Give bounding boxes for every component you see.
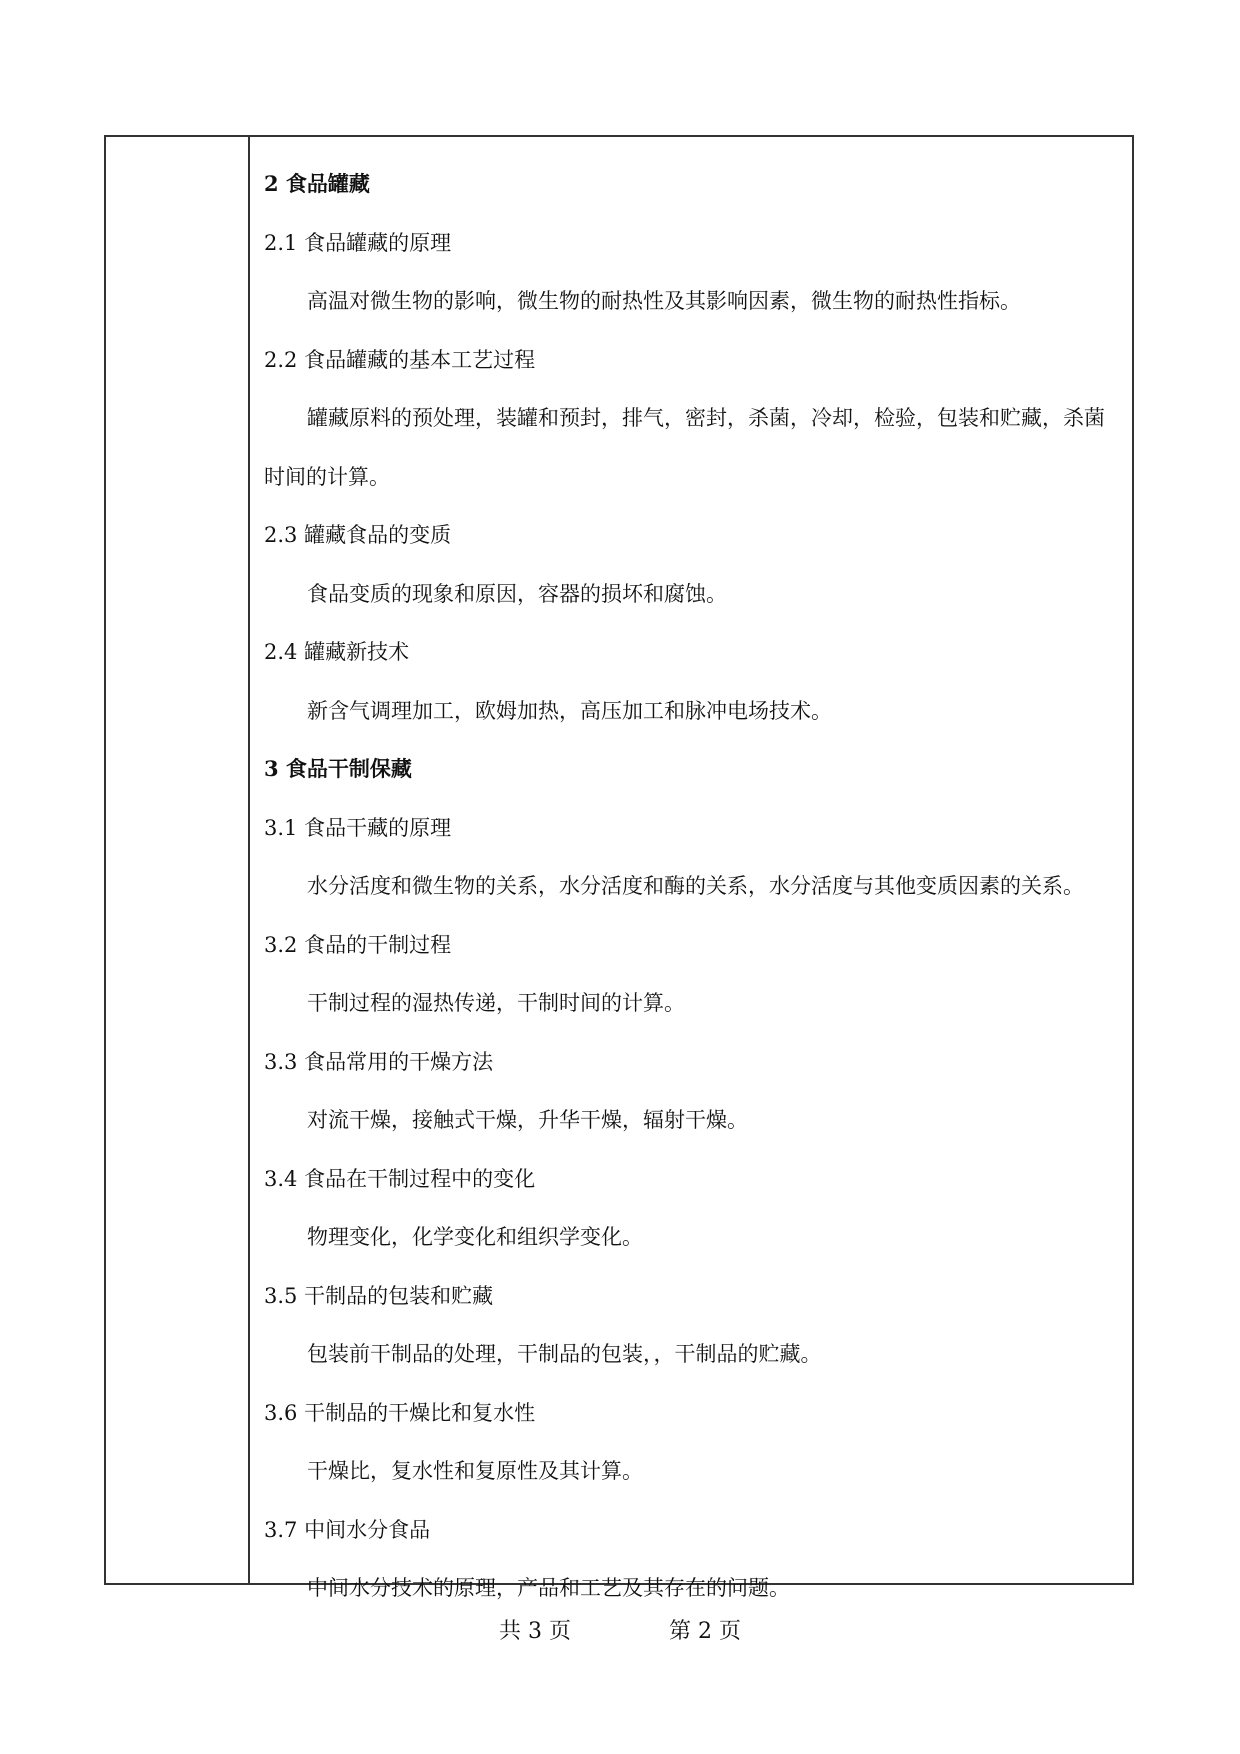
subsection-heading: 2.3 罐藏食品的变质 bbox=[264, 523, 452, 547]
section-heading: 3 食品干制保藏 bbox=[264, 756, 412, 781]
subsection-heading: 3.6 干制品的干燥比和复水性 bbox=[264, 1400, 536, 1425]
subsection-heading: 2.2 食品罐藏的基本工艺过程 bbox=[264, 347, 536, 372]
paragraph: 中间水分技术的原理，产品和工艺及其存在的问题。 bbox=[307, 1576, 790, 1600]
subsection-heading: 2.4 罐藏新技术 bbox=[264, 640, 410, 664]
paragraph: 物理变化，化学变化和组织学变化。 bbox=[307, 1225, 643, 1249]
paragraph: 新含气调理加工，欧姆加热，高压加工和脉冲电场技术。 bbox=[307, 698, 832, 723]
subsection-heading: 3.1 食品干藏的原理 bbox=[264, 815, 452, 840]
paragraph-continuation: 时间的计算。 bbox=[264, 464, 390, 489]
subsection-heading: 3.7 中间水分食品 bbox=[264, 1517, 431, 1542]
page-footer bbox=[0, 1614, 1240, 1645]
subsection-heading: 2.1 食品罐藏的原理 bbox=[264, 230, 452, 255]
paragraph: 罐藏原料的预处理，装罐和预封，排气，密封，杀菌，冷却，检验，包装和贮藏，杀菌 bbox=[307, 406, 1105, 430]
document-table bbox=[104, 135, 1134, 1600]
table-left-column bbox=[106, 137, 250, 1583]
total-pages: 共 3 页 bbox=[499, 1619, 571, 1644]
paragraph: 高温对微生物的影响，微生物的耐热性及其影响因素，微生物的耐热性指标。 bbox=[307, 289, 1021, 313]
table-content-cell bbox=[264, 155, 1124, 1618]
paragraph: 干制过程的湿热传递，干制时间的计算。 bbox=[307, 991, 685, 1015]
paragraph: 干燥比，复水性和复原性及其计算。 bbox=[307, 1459, 643, 1483]
current-page: 第 2 页 bbox=[669, 1619, 741, 1644]
subsection-heading: 3.4 食品在干制过程中的变化 bbox=[264, 1166, 536, 1191]
subsection-heading: 3.5 干制品的包装和贮藏 bbox=[264, 1283, 494, 1308]
subsection-heading: 3.3 食品常用的干燥方法 bbox=[264, 1049, 494, 1074]
paragraph: 对流干燥，接触式干燥，升华干燥，辐射干燥。 bbox=[307, 1108, 748, 1132]
section-heading: 2 食品罐藏 bbox=[264, 171, 370, 196]
paragraph: 食品变质的现象和原因，容器的损坏和腐蚀。 bbox=[307, 581, 727, 606]
paragraph: 水分活度和微生物的关系，水分活度和酶的关系，水分活度与其他变质因素的关系。 bbox=[307, 874, 1084, 898]
subsection-heading: 3.2 食品的干制过程 bbox=[264, 932, 452, 957]
paragraph: 包装前干制品的处理，干制品的包装，，干制品的贮藏。 bbox=[307, 1342, 822, 1366]
